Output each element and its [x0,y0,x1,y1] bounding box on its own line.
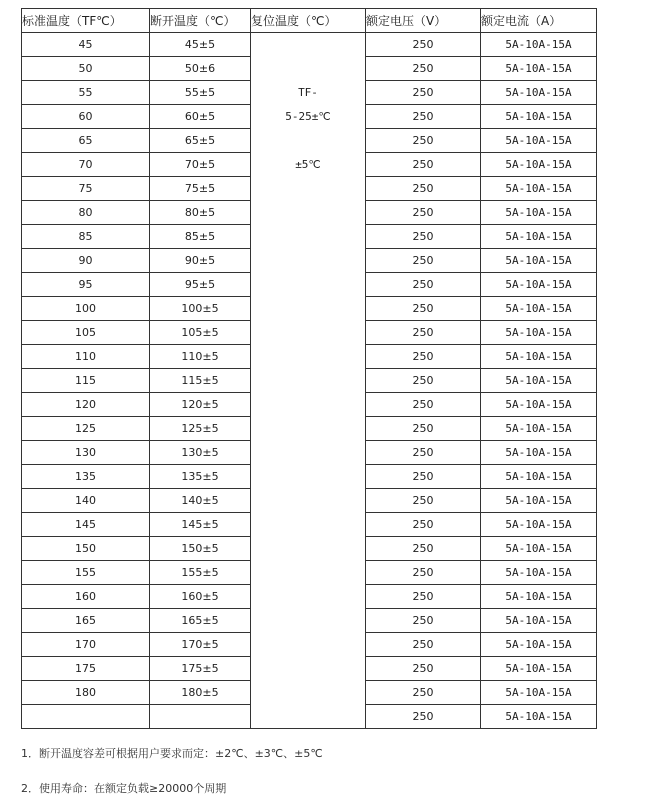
cell-rated-current: 5A-10A-15A [481,465,597,489]
cell-rated-current: 5A-10A-15A [481,441,597,465]
cell-rated-current: 5A-10A-15A [481,33,597,57]
cell-standard-temp: 180 [22,681,150,705]
cell-standard-temp: 110 [22,345,150,369]
cell-standard-temp: 75 [22,177,150,201]
cell-rated-voltage: 250 [366,585,481,609]
cell-reset-temp [251,465,366,489]
note-tolerance: 1．断开温度容差可根据用户要求而定：±2℃、±3℃、±5℃ [21,747,323,760]
cell-reset-temp [251,201,366,225]
cell-reset-temp [251,129,366,153]
note-lifespan: 2．使用寿命：在额定负载≥20000个周期 [21,782,227,795]
cell-rated-current: 5A-10A-15A [481,657,597,681]
cell-reset-temp [251,345,366,369]
cell-open-temp: 120±5 [150,393,251,417]
cell-open-temp: 60±5 [150,105,251,129]
cell-open-temp: 160±5 [150,585,251,609]
cell-standard-temp: 160 [22,585,150,609]
cell-reset-temp [251,177,366,201]
cell-rated-voltage: 250 [366,609,481,633]
table-row [22,633,597,657]
cell-reset-temp [251,561,366,585]
cell-rated-voltage: 250 [366,513,481,537]
table-row [22,369,597,393]
cell-rated-voltage: 250 [366,561,481,585]
cell-reset-temp [251,585,366,609]
cell-rated-current: 5A-10A-15A [481,129,597,153]
table-row [22,249,597,273]
cell-rated-voltage: 250 [366,369,481,393]
cell-open-temp: 80±5 [150,201,251,225]
cell-rated-current: 5A-10A-15A [481,417,597,441]
cell-rated-current: 5A-10A-15A [481,201,597,225]
cell-rated-voltage: 250 [366,417,481,441]
cell-reset-temp [251,489,366,513]
cell-rated-voltage: 250 [366,273,481,297]
cell-rated-current: 5A-10A-15A [481,681,597,705]
cell-rated-voltage: 250 [366,129,481,153]
table-row [22,33,597,57]
cell-reset-temp [251,369,366,393]
table-row [22,81,597,105]
table-row [22,465,597,489]
cell-reset-temp [251,33,366,57]
header-standard-temp: 标准温度（TF℃） [22,9,150,33]
cell-rated-voltage: 250 [366,105,481,129]
cell-open-temp: 135±5 [150,465,251,489]
cell-standard-temp: 65 [22,129,150,153]
spec-table [21,8,597,729]
cell-rated-current: 5A-10A-15A [481,57,597,81]
cell-standard-temp: 80 [22,201,150,225]
cell-rated-voltage: 250 [366,225,481,249]
cell-open-temp: 95±5 [150,273,251,297]
cell-rated-current: 5A-10A-15A [481,273,597,297]
table-row [22,57,597,81]
cell-reset-temp [251,657,366,681]
cell-reset-temp [251,393,366,417]
cell-reset-temp [251,633,366,657]
cell-rated-voltage: 250 [366,657,481,681]
cell-standard-temp: 55 [22,81,150,105]
cell-reset-temp [251,441,366,465]
cell-standard-temp: 130 [22,441,150,465]
cell-rated-voltage: 250 [366,33,481,57]
cell-reset-temp [251,273,366,297]
table-row [22,561,597,585]
cell-standard-temp: 100 [22,297,150,321]
cell-rated-current: 5A-10A-15A [481,633,597,657]
cell-rated-current: 5A-10A-15A [481,369,597,393]
table-row [22,297,597,321]
cell-standard-temp [22,705,150,729]
cell-rated-current: 5A-10A-15A [481,345,597,369]
cell-reset-temp [251,297,366,321]
cell-standard-temp: 170 [22,633,150,657]
cell-open-temp: 50±6 [150,57,251,81]
header-open-temp: 断开温度（℃） [150,9,251,33]
cell-open-temp [150,705,251,729]
table-row [22,657,597,681]
cell-open-temp: 100±5 [150,297,251,321]
table-body [22,33,597,729]
cell-standard-temp: 90 [22,249,150,273]
table-row [22,441,597,465]
cell-rated-current: 5A-10A-15A [481,105,597,129]
table-row [22,225,597,249]
cell-standard-temp: 50 [22,57,150,81]
table-row [22,537,597,561]
cell-rated-voltage: 250 [366,57,481,81]
cell-rated-voltage: 250 [366,465,481,489]
cell-open-temp: 105±5 [150,321,251,345]
cell-standard-temp: 95 [22,273,150,297]
cell-rated-current: 5A-10A-15A [481,537,597,561]
cell-open-temp: 125±5 [150,417,251,441]
cell-rated-current: 5A-10A-15A [481,513,597,537]
cell-open-temp: 45±5 [150,33,251,57]
cell-open-temp: 85±5 [150,225,251,249]
table-row [22,273,597,297]
cell-rated-current: 5A-10A-15A [481,561,597,585]
cell-open-temp: 145±5 [150,513,251,537]
header-reset-temp: 复位温度（℃） [251,9,366,33]
cell-rated-current: 5A-10A-15A [481,705,597,729]
cell-open-temp: 130±5 [150,441,251,465]
table-row [22,201,597,225]
cell-rated-voltage: 250 [366,153,481,177]
cell-rated-voltage: 250 [366,297,481,321]
cell-reset-temp [251,249,366,273]
cell-rated-current: 5A-10A-15A [481,297,597,321]
cell-standard-temp: 60 [22,105,150,129]
table-row [22,681,597,705]
cell-open-temp: 140±5 [150,489,251,513]
cell-open-temp: 170±5 [150,633,251,657]
cell-rated-voltage: 250 [366,345,481,369]
table-row [22,393,597,417]
table-row [22,153,597,177]
cell-reset-temp: ±5℃ [251,153,366,177]
cell-open-temp: 150±5 [150,537,251,561]
cell-reset-temp [251,681,366,705]
cell-rated-current: 5A-10A-15A [481,153,597,177]
table-row [22,417,597,441]
cell-rated-voltage: 250 [366,177,481,201]
table-row [22,129,597,153]
cell-rated-current: 5A-10A-15A [481,81,597,105]
cell-open-temp: 175±5 [150,657,251,681]
table-row [22,585,597,609]
cell-standard-temp: 115 [22,369,150,393]
cell-rated-voltage: 250 [366,321,481,345]
cell-standard-temp: 175 [22,657,150,681]
table-row [22,177,597,201]
cell-rated-voltage: 250 [366,249,481,273]
cell-rated-voltage: 250 [366,393,481,417]
cell-open-temp: 75±5 [150,177,251,201]
cell-rated-voltage: 250 [366,633,481,657]
cell-standard-temp: 120 [22,393,150,417]
cell-rated-voltage: 250 [366,705,481,729]
cell-open-temp: 110±5 [150,345,251,369]
cell-open-temp: 90±5 [150,249,251,273]
cell-rated-current: 5A-10A-15A [481,393,597,417]
cell-rated-current: 5A-10A-15A [481,321,597,345]
cell-open-temp: 70±5 [150,153,251,177]
cell-open-temp: 180±5 [150,681,251,705]
table-row [22,105,597,129]
cell-rated-voltage: 250 [366,489,481,513]
cell-standard-temp: 45 [22,33,150,57]
cell-standard-temp: 125 [22,417,150,441]
table-row [22,609,597,633]
cell-rated-voltage: 250 [366,681,481,705]
header-rated-voltage: 额定电压（V） [366,9,481,33]
cell-reset-temp [251,513,366,537]
cell-reset-temp: TF- [251,81,366,105]
cell-reset-temp [251,321,366,345]
cell-reset-temp [251,537,366,561]
cell-reset-temp: 5-25±℃ [251,105,366,129]
cell-open-temp: 55±5 [150,81,251,105]
cell-standard-temp: 140 [22,489,150,513]
cell-standard-temp: 155 [22,561,150,585]
cell-standard-temp: 150 [22,537,150,561]
cell-reset-temp [251,57,366,81]
cell-standard-temp: 135 [22,465,150,489]
table-row [22,321,597,345]
cell-rated-voltage: 250 [366,201,481,225]
cell-rated-voltage: 250 [366,537,481,561]
cell-open-temp: 65±5 [150,129,251,153]
cell-reset-temp [251,705,366,729]
cell-open-temp: 155±5 [150,561,251,585]
cell-rated-current: 5A-10A-15A [481,609,597,633]
cell-reset-temp [251,417,366,441]
table-row [22,489,597,513]
cell-standard-temp: 105 [22,321,150,345]
cell-rated-voltage: 250 [366,441,481,465]
cell-rated-current: 5A-10A-15A [481,225,597,249]
cell-open-temp: 115±5 [150,369,251,393]
header-rated-current: 额定电流（A） [481,9,597,33]
cell-standard-temp: 70 [22,153,150,177]
cell-rated-current: 5A-10A-15A [481,585,597,609]
cell-rated-voltage: 250 [366,81,481,105]
cell-standard-temp: 165 [22,609,150,633]
cell-standard-temp: 85 [22,225,150,249]
cell-rated-current: 5A-10A-15A [481,177,597,201]
cell-open-temp: 165±5 [150,609,251,633]
cell-rated-current: 5A-10A-15A [481,489,597,513]
table-row [22,705,597,729]
cell-reset-temp [251,225,366,249]
table-row [22,345,597,369]
cell-standard-temp: 145 [22,513,150,537]
cell-reset-temp [251,609,366,633]
cell-rated-current: 5A-10A-15A [481,249,597,273]
table-row [22,513,597,537]
table-header-row [22,9,597,33]
